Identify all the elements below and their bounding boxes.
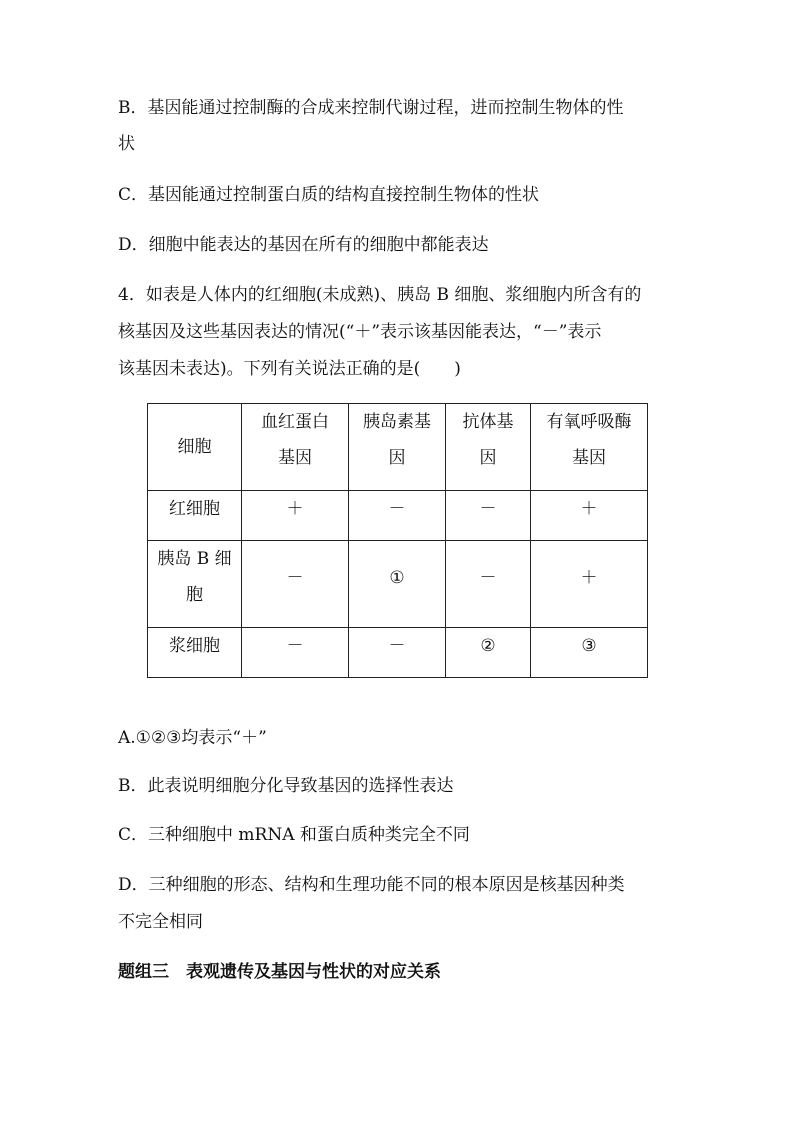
- header-text-2b: 因: [388, 448, 406, 468]
- header-cell: [148, 404, 242, 491]
- q4-option-d-line1: D．三种细胞的形态、结构和生理功能不同的根本原因是核基因种类: [118, 875, 625, 895]
- header-text-4b: 基因: [572, 448, 606, 468]
- table-cell: [349, 541, 446, 628]
- q3-option-b-line1: B．基因能通过控制酶的合成来控制代谢过程，进而控制生物体的性: [118, 98, 624, 118]
- table-cell: ③: [531, 628, 648, 678]
- table-cell: －: [349, 491, 446, 541]
- table-cell: ＋: [531, 491, 648, 541]
- gene-expression-table: [147, 403, 648, 678]
- table-cell: －: [349, 628, 446, 678]
- cell-value: ＋: [580, 568, 598, 588]
- q4-option-b: B．此表说明细胞分化导致基因的选择性表达: [118, 776, 454, 796]
- header-text-1a: 血红蛋白: [261, 412, 329, 432]
- cell-value: －: [479, 568, 497, 588]
- table-cell: －: [446, 491, 531, 541]
- table-row: [148, 541, 648, 628]
- table-cell: [446, 541, 531, 628]
- header-aerobic-enzyme-gene: [531, 404, 648, 491]
- header-hemoglobin-gene: [242, 404, 349, 491]
- header-antibody-gene: [446, 404, 531, 491]
- table-header-row: [148, 404, 648, 491]
- table-cell: ②: [446, 628, 531, 678]
- table-cell: [531, 541, 648, 628]
- table-cell: ＋: [242, 491, 349, 541]
- q4-option-a: A.①②③均表示“＋”: [118, 728, 267, 748]
- q3-option-d: D．细胞中能表达的基因在所有的细胞中都能表达: [118, 235, 489, 255]
- header-text-1b: 基因: [278, 448, 312, 468]
- header-text-3b: 因: [479, 448, 497, 468]
- row-label-red-cell: 红细胞: [148, 491, 242, 541]
- row-label-plasma-cell: 浆细胞: [148, 628, 242, 678]
- table-cell: －: [242, 628, 349, 678]
- q4-option-c: C．三种细胞中 mRNA 和蛋白质种类完全不同: [118, 825, 470, 845]
- cell-value: ①: [389, 568, 405, 588]
- row-label-text-b: 胞: [186, 585, 203, 605]
- q3-option-c: C．基因能通过控制蛋白质的结构直接控制生物体的性状: [118, 185, 540, 205]
- row-label-islet-b-cell: [148, 541, 242, 628]
- header-text-3a: 抗体基: [462, 412, 514, 432]
- q4-stem-line2: 核基因及这些基因表达的情况(“＋”表示该基因能表达，“－”表示: [118, 322, 602, 342]
- q4-option-d-line2: 不完全相同: [118, 912, 203, 932]
- table-cell: [242, 541, 349, 628]
- table-row: [148, 491, 648, 541]
- q3-option-b-line2: 状: [118, 134, 135, 154]
- header-cell-text: 细胞: [177, 437, 212, 457]
- table-row: [148, 628, 648, 678]
- header-insulin-gene: [349, 404, 446, 491]
- q4-stem-line3: 该基因未表达)。下列有关说法正确的是( ): [118, 359, 461, 379]
- header-text-2a: 胰岛素基: [363, 412, 431, 432]
- header-text-4a: 有氧呼吸酶: [546, 412, 632, 432]
- cell-value: －: [286, 568, 304, 588]
- section-heading: 题组三 表观遗传及基因与性状的对应关系: [118, 962, 441, 982]
- row-label-text-a: 胰岛 B 细: [157, 549, 232, 569]
- q4-stem-line1: 4．如表是人体内的红细胞(未成熟)、胰岛 B 细胞、浆细胞内所含有的: [118, 285, 642, 305]
